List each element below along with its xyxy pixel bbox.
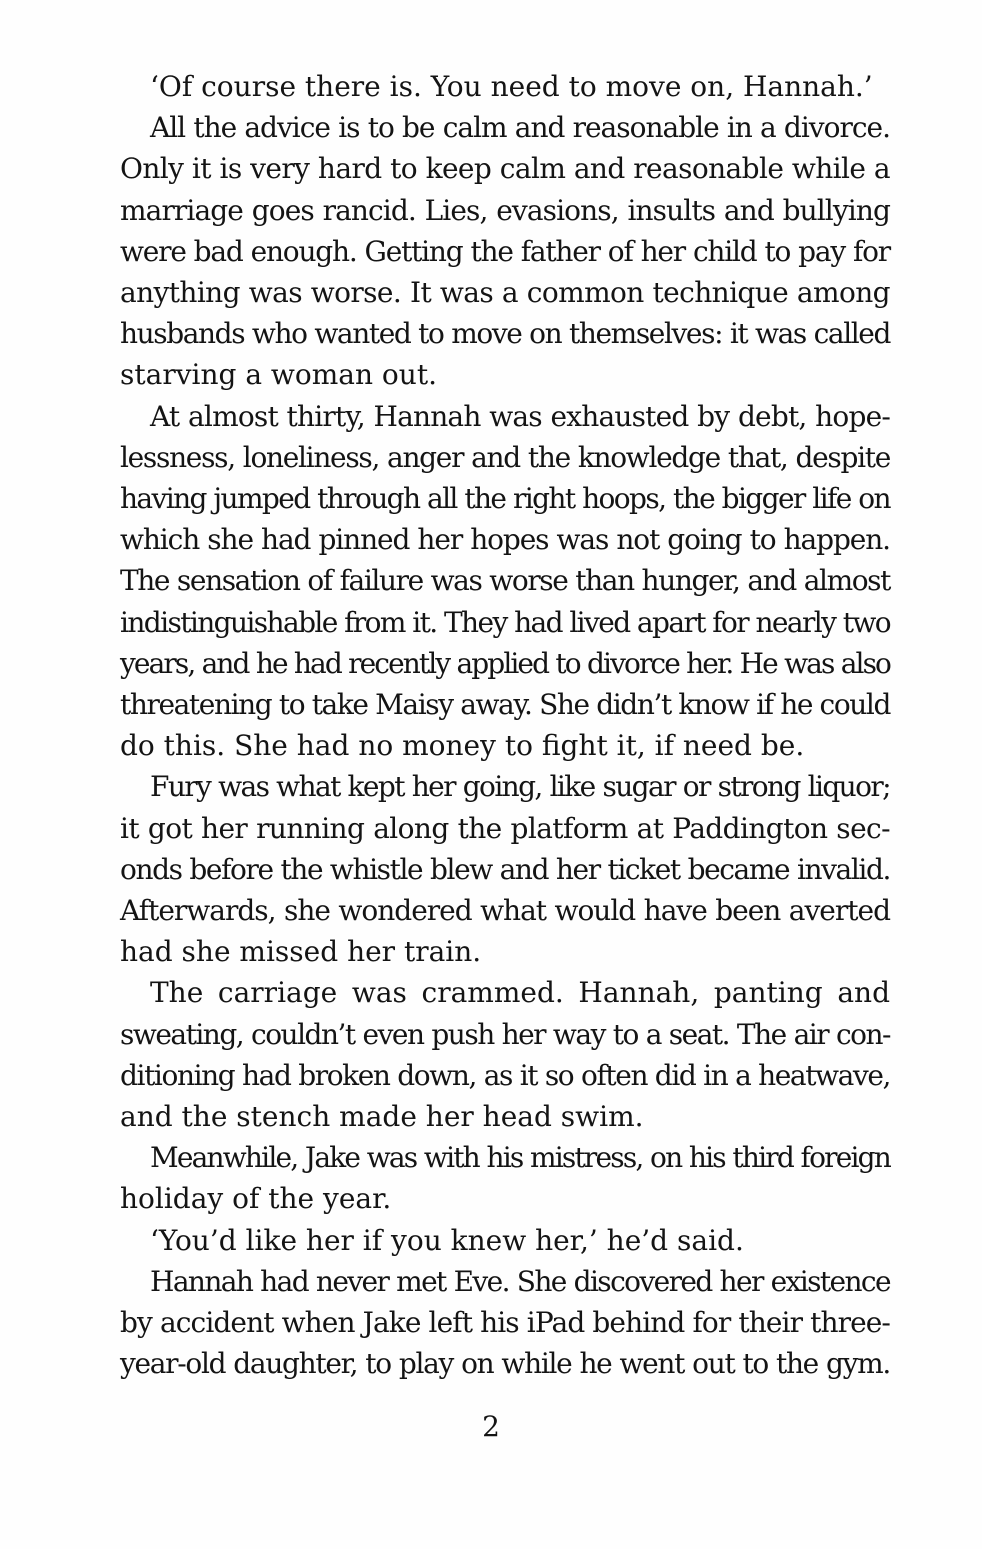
text-line: were bad enough. Getting the father of her child to pay for bbox=[120, 234, 890, 268]
text-line: ‘Of course there is. You need to move on, Hannah.’ bbox=[150, 70, 873, 103]
text-line: lessness, loneliness, anger and the knowledge that, despite bbox=[120, 440, 890, 474]
paragraph bbox=[120, 972, 890, 1137]
paragraph bbox=[120, 396, 890, 767]
paragraph bbox=[120, 1137, 890, 1219]
text-line: husbands who wanted to move on themselves: it was called bbox=[120, 317, 890, 351]
text-line: years, and he had recently applied to divorce her. He was also bbox=[120, 646, 890, 680]
text-line: Fury was what kept her going, like sugar or strong liquor; bbox=[150, 770, 890, 804]
text-line: having jumped through all the right hoops, the bigger life on bbox=[120, 482, 890, 516]
text-line: ‘You’d like her if you knew her,’ he’d said. bbox=[150, 1223, 744, 1257]
paragraph bbox=[120, 1261, 890, 1385]
paragraph bbox=[120, 766, 890, 972]
text-line: holiday of the year. bbox=[120, 1182, 392, 1216]
text-line: onds before the whistle blew and her ticket became invalid. bbox=[120, 852, 890, 886]
page-number: 2 bbox=[482, 1410, 500, 1443]
paragraph bbox=[120, 1220, 890, 1261]
body-text bbox=[120, 66, 890, 1385]
text-line: Meanwhile, Jake was with his mistress, on his third foreign bbox=[150, 1141, 890, 1175]
text-line: At almost thirty, Hannah was exhausted by debt, hope- bbox=[150, 399, 890, 433]
text-line: which she had pinned her hopes was not going to happen. bbox=[120, 523, 890, 557]
text-line: The sensation of failure was worse than hunger, and almost bbox=[120, 564, 890, 598]
text-line: marriage goes rancid. Lies, evasions, insults and bullying bbox=[120, 193, 890, 227]
paragraph bbox=[120, 66, 890, 107]
text-line: and the stench made her head swim. bbox=[120, 1100, 644, 1134]
text-line: All the advice is to be calm and reasonable in a divorce. bbox=[150, 111, 890, 145]
text-line: Afterwards, she wondered what would have been averted bbox=[120, 894, 890, 928]
text-line: starving a woman out. bbox=[120, 358, 437, 392]
text-line: sweating, couldn’t even push her way to a seat. The air con- bbox=[120, 1017, 890, 1051]
text-line: it got her running along the platform at Paddington sec- bbox=[120, 811, 890, 845]
text-line: Hannah had never met Eve. She discovered her existence bbox=[150, 1264, 890, 1298]
paragraph bbox=[120, 107, 890, 395]
text-line: by accident when Jake left his iPad behind for their three- bbox=[120, 1306, 890, 1340]
text-line: ditioning had broken down, as it so often did in a heatwave, bbox=[120, 1058, 890, 1092]
text-line: indistinguishable from it. They had lived apart for nearly two bbox=[120, 605, 890, 639]
text-line: Only it is very hard to keep calm and reasonable while a bbox=[120, 152, 890, 186]
text-line: anything was worse. It was a common technique among bbox=[120, 276, 890, 310]
text-line: The carriage was crammed. Hannah, panting and bbox=[150, 976, 890, 1010]
text-line: threatening to take Maisy away. She didn’t know if he could bbox=[120, 688, 890, 722]
text-line: had she missed her train. bbox=[120, 935, 482, 969]
text-line: do this. She had no money to fight it, if need be. bbox=[120, 729, 805, 763]
text-line: year-old daughter, to play on while he went out to the gym. bbox=[120, 1347, 890, 1381]
